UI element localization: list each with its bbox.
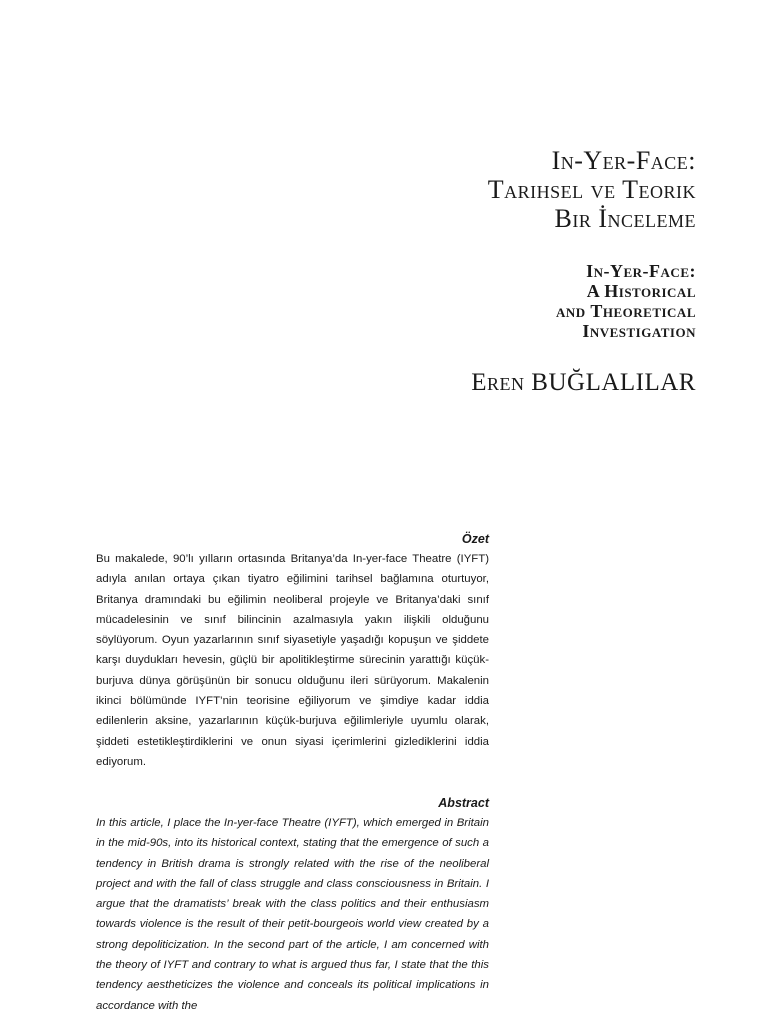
author-last-name: BUĞLALILAR [531, 369, 696, 396]
title-block [471, 146, 696, 397]
abstract-section [96, 793, 489, 1016]
english-title [471, 261, 696, 341]
english-title-line-2: A Historical [586, 281, 696, 301]
turkish-title-line-3: Bir İnceleme [554, 204, 696, 233]
abstract-text: In this article, I place the In-yer-face Theatre (IYFT), which emerged in Britain in the mid-90s, into its historical context, stating that the emergence of such a tendency in British drama is strongly related with the rise of the neoliberal project and with the fall of class struggle and class consciousness in Britain. I argue that the dramatists’ break with the class politics and their enthusiasm towards violence is the result of their petit-bourgeois world view created by a strong depoliticization. In the second part of the article, I am concerned with the theory of IYFT and contrary to what is argued thus far, I state that the this tendency aestheticizes the violence and conceals its political implications in accordance with the [96, 817, 489, 1012]
english-title-line-4: Investigation [582, 321, 696, 341]
turkish-title-line-1: In-Yer-Face: [551, 146, 696, 175]
ozet-text: Bu makalede, 90’lı yılların ortasında Britanya’da In-yer-face Theatre (IYFT) adıyla anılan ortaya çıkan tiyatro eğilimini tarihsel bağlamına oturtuyor, Britanya dramındaki bu eğilimin neoliberal projeyle ve Britanya’daki sınıf mücadelesinin ve sınıf bilincinin azalmasıyla yakın ilişkili olduğunu söylüyorum. Oyun yazarlarının sınıf siyasetiyle yaşadığı kopuşun ve şiddete karşı duydukları hevesin, güçlü bir apolitikleştirme sürecinin yarattığı küçük-burjuva dünya görüşünün bir sonucu olduğunu ileri sürüyorum. Makalenin ikinci bölümünde IYFT’nin teorisine eğiliyorum ve şimdiye kadar iddia edilenlerin aksine, yazarlarının küçük-burjuva eğilimleriyle uyumlu olarak, şiddeti estetikleştirdiklerini ve onun siyasi içerimlerini gizlediklerini iddia ediyorum. [96, 553, 489, 768]
ozet-heading: Özet [461, 532, 489, 546]
author-name [471, 369, 696, 397]
turkish-title [471, 146, 696, 233]
turkish-title-line-2: Tarihsel ve Teorik [487, 175, 696, 204]
english-title-line-1: In-Yer-Face: [586, 261, 696, 281]
author-first-name: Eren [471, 369, 525, 396]
english-title-line-3: and Theoretical [556, 301, 696, 321]
ozet-section [96, 529, 489, 772]
abstract-heading: Abstract [438, 796, 489, 810]
